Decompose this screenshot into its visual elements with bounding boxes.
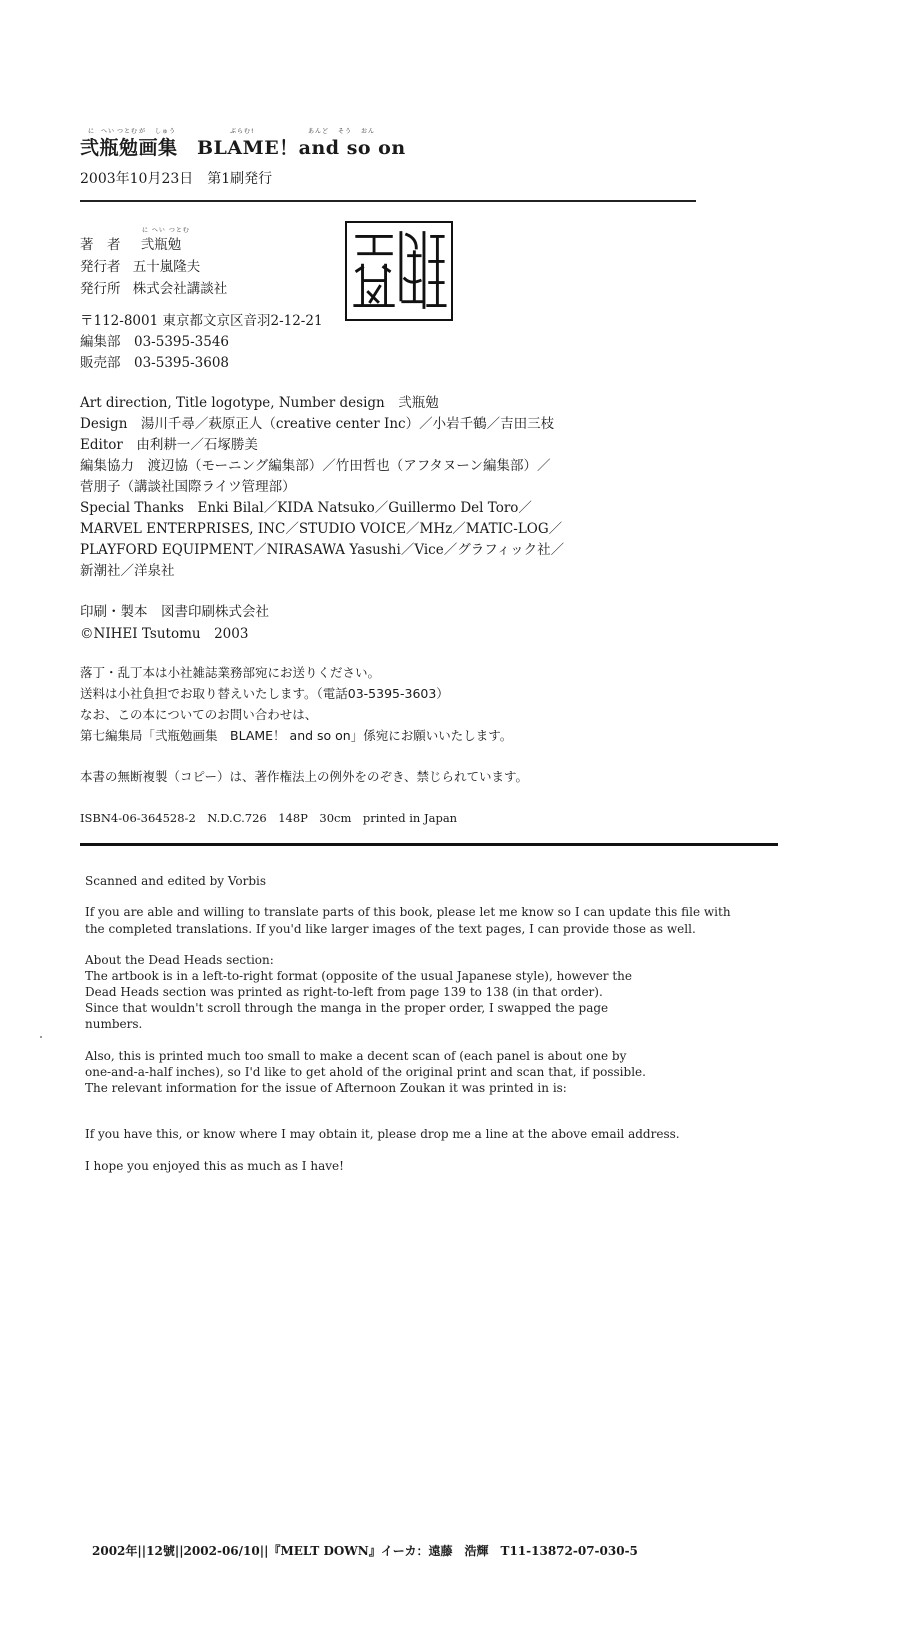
notice-line: なお、この本についてのお問い合わせは、 [80,707,318,722]
scan-credit: Scanned and edited by Vorbis [85,874,267,888]
title-ruby-2: へい [101,128,116,135]
divider-bottom [80,843,778,846]
scan-speck [40,1036,42,1038]
title-ruby-1: に [88,128,96,135]
publication-date: 2003年10月23日 第1刷発行 [80,171,273,187]
credit-line: Design 湯川千尋／萩原正人（creative center Inc）／小岩千鶴／吉田三枝 [80,416,555,432]
title-ruby-3: つとむ [117,128,139,135]
seal-glyphs-icon [347,223,451,319]
sales-phone: 販売部 03-5395-3608 [80,355,230,371]
credit-line: 編集協力 渡辺協（モーニング編集部）／竹田哲也（アフタヌーン編集部）／ [80,458,551,474]
book-title: 弐瓶勉画集 BLAME！and so on [80,137,406,159]
copyright-line: ©NIHEI Tsutomu 2003 [80,626,249,642]
note-line: one-and-a-half inches), so I'd like to get ahold of the original print and scan that, if possible. [85,1065,646,1079]
publisher-label: 発行者 [80,259,121,275]
note-line: If you are able and willing to translate parts of this book, please let me know so I can update this file with [85,905,731,919]
note-line: numbers. [85,1017,143,1031]
note-line: If you have this, or know where I may obtain it, please drop me a line at the above email address. [85,1127,680,1141]
notice-line: 落丁・乱丁本は小社雑誌業務部宛にお送りください。 [80,665,381,680]
company-label: 発行所 [80,281,121,297]
title-ruby-4: が [139,128,147,135]
title-ruby-5: しゅう [155,128,177,135]
note-line: The artbook is in a left-to-right format (opposite of the usual Japanese style), however the [85,969,633,983]
note-line: I hope you enjoyed this as much as I have! [85,1159,344,1173]
notice-line: 第七編集局「弐瓶勉画集 BLAME！ and so on」係宛にお願いいたします。 [80,728,513,743]
credit-line: 菅朋子（講談社国際ライツ管理部） [80,479,296,495]
author-row [80,233,181,253]
editorial-phone: 編集部 03-5395-3546 [80,334,230,350]
printing-line: 印刷・製本 図書印刷株式会社 [80,604,269,620]
credit-line: PLAYFORD EQUIPMENT／NIRASAWA Yasushi／Vice／グラフィック社／ [80,542,565,558]
notice-line: 送料は小社負担でお取り替えいたします。（電話03-5395-3603） [80,686,449,701]
author-value: 弐瓶勉 [140,237,182,253]
author-label: 著 者 [80,237,121,253]
title-ruby-8: そう [338,128,353,135]
isbn-line: ISBN4-06-364528-2 N.D.C.726 148P 30cm printed in Japan [80,811,458,825]
note-line: The relevant information for the issue of Afternoon Zoukan it was printed in is: [85,1081,567,1095]
address-line: 〒112-8001 東京都文京区音羽2-12-21 [80,313,323,329]
note-line: the completed translations. If you'd like larger images of the text pages, I can provide those as well. [85,922,696,936]
company-row [80,277,227,297]
note-line: About the Dead Heads section: [85,953,274,967]
title-ruby-7: あんど [308,128,330,135]
copy-notice: 本書の無断複製（コピー）は、著作権法上の例外をのぞき、禁じられています。 [80,769,529,784]
credit-line: Art direction, Title logotype, Number design 弐瓶勉 [80,395,439,411]
publisher-value: 五十嵐隆夫 [132,259,201,275]
company-value: 株式会社講談社 [132,281,228,297]
credit-line: Special Thanks Enki Bilal／KIDA Natsuko／Guillermo Del Toro／ [80,500,532,516]
credit-line: MARVEL ENTERPRISES, INC／STUDIO VOICE／MHz／MATIC-LOG／ [80,521,563,537]
title-ruby-9: おん [361,128,376,135]
note-line: Dead Heads section was printed as right-to-left from page 139 to 138 (in that order). [85,985,603,999]
credit-line: Editor 由利耕一／石塚勝美 [80,437,258,453]
seal-stamp [345,221,453,321]
magazine-source-footer: 2002年||12號||2002-06/10||『MELT DOWN』イーカ：遠藤 浩輝 T11-13872-07-030-5 [92,1544,638,1558]
publisher-row [80,255,200,275]
author-ruby: に へい つとむ [142,227,190,234]
credit-line: 新潮社／洋泉社 [80,563,175,579]
note-line: Since that wouldn't scroll through the manga in the proper order, I swapped the page [85,1001,609,1015]
note-line: Also, this is printed much too small to make a decent scan of (each panel is about one by [85,1049,627,1063]
title-ruby-6: ぶらむ! [230,128,255,135]
divider-top [80,200,696,202]
